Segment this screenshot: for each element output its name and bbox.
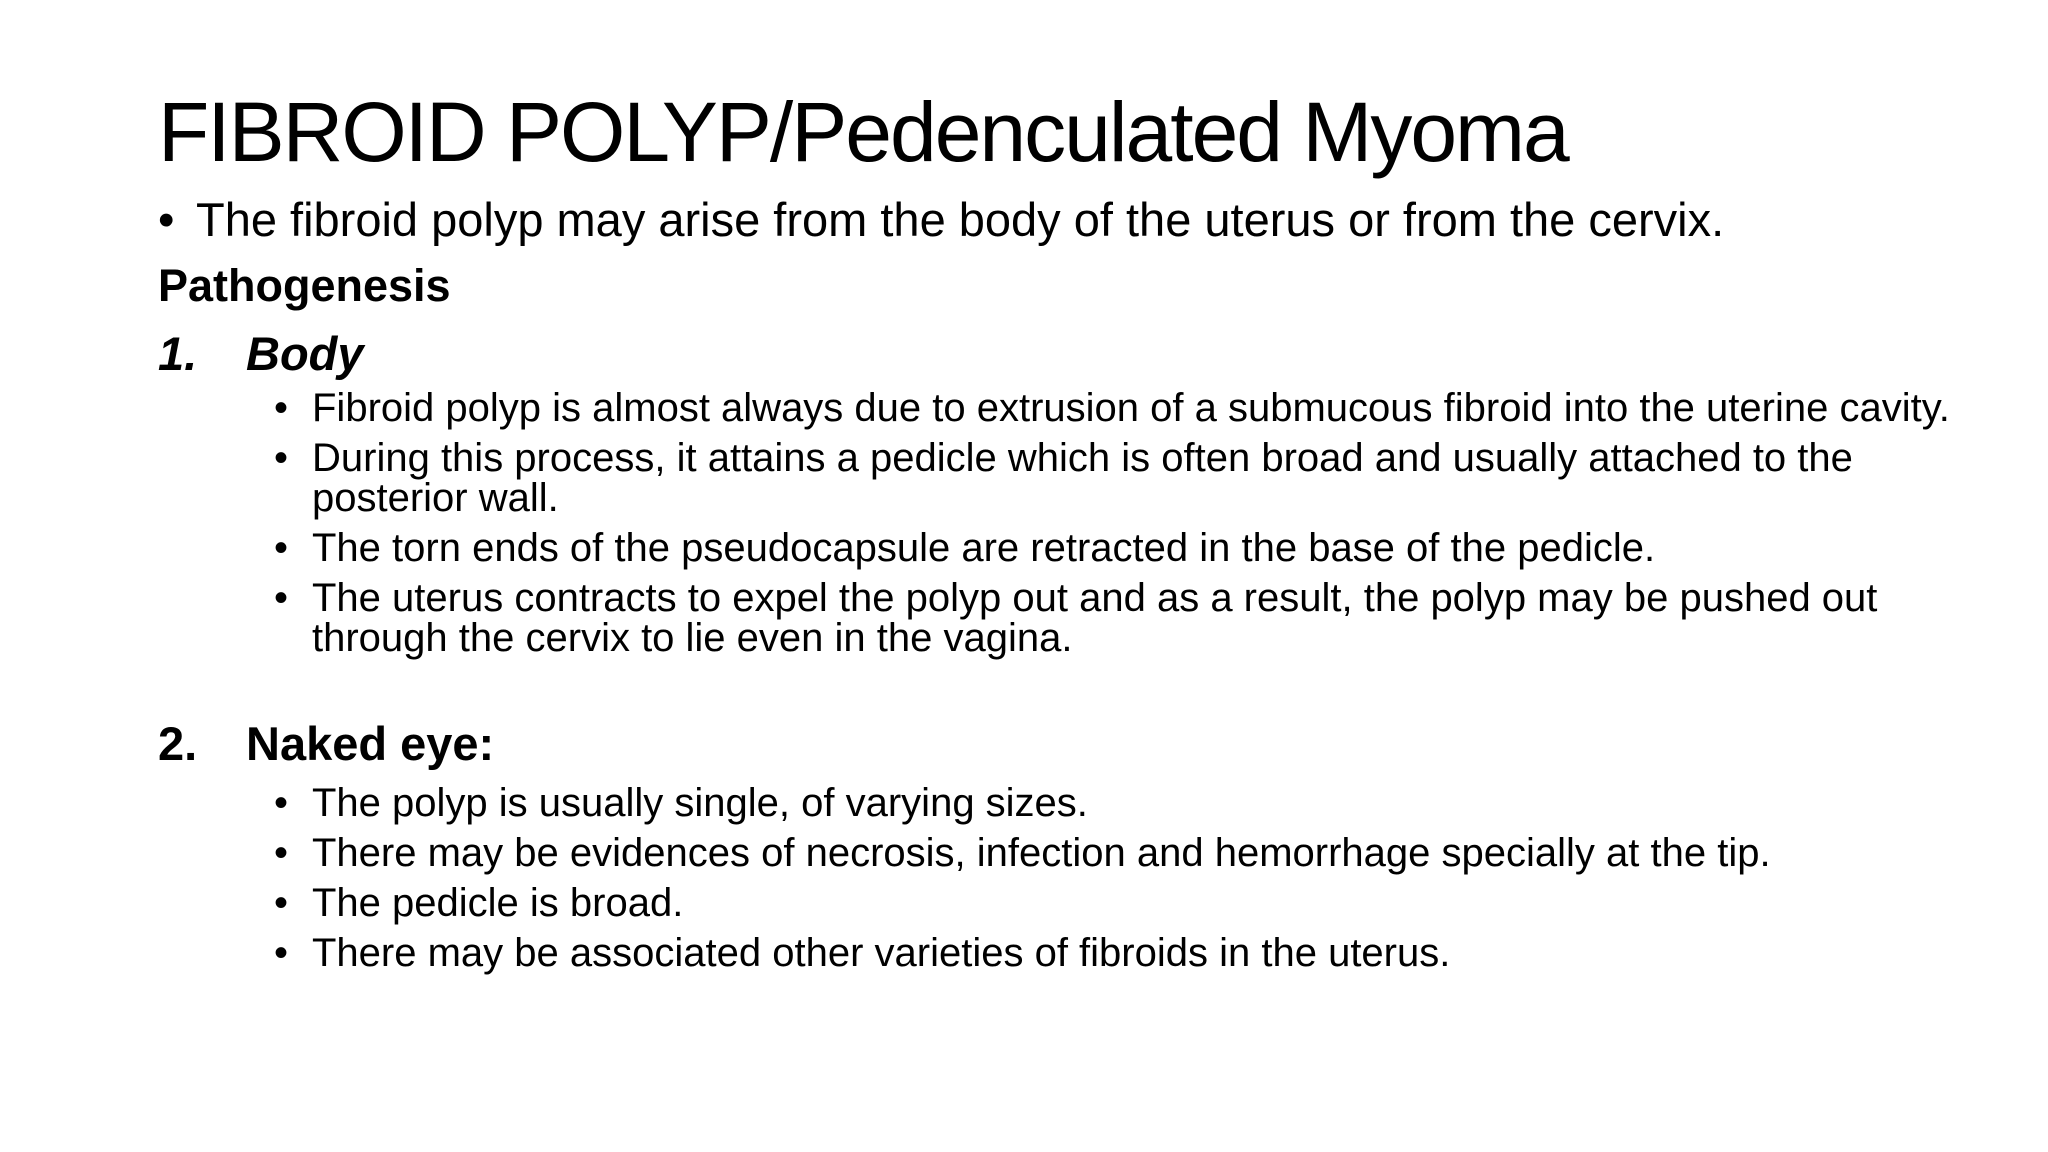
item-number: 1. bbox=[158, 327, 198, 380]
list-item bbox=[274, 778, 1978, 828]
bullet-icon: • bbox=[158, 193, 175, 246]
list-item-text: During this process, it attains a pedicle which is often broad and usually attached to the posterior wall. bbox=[312, 436, 1853, 520]
list-item-text: Fibroid polyp is almost always due to extrusion of a submucous fibroid into the uterine cavity. bbox=[312, 386, 1950, 430]
bullet-icon: • bbox=[274, 576, 289, 620]
list-item bbox=[274, 528, 1978, 568]
list-item-text: The torn ends of the pseudocapsule are retracted in the base of the pedicle. bbox=[312, 526, 1656, 570]
list-item bbox=[274, 578, 1978, 658]
section-heading: Pathogenesis bbox=[158, 260, 451, 311]
numbered-item-body bbox=[158, 320, 1978, 388]
bullet-icon: • bbox=[274, 526, 289, 570]
bullet-icon: • bbox=[274, 931, 289, 975]
list-item-text: There may be associated other varieties of fibroids in the uterus. bbox=[312, 931, 1451, 975]
list-item-text: There may be evidences of necrosis, infection and hemorrhage specially at the tip. bbox=[312, 831, 1771, 875]
list-item bbox=[274, 878, 1978, 928]
bullet-icon: • bbox=[274, 781, 289, 825]
list-item bbox=[274, 928, 1978, 978]
numbered-item-naked-eye bbox=[158, 710, 1978, 778]
intro-bullet-text: The fibroid polyp may arise from the body of the uterus or from the cervix. bbox=[196, 193, 1725, 246]
item-heading: Naked eye: bbox=[246, 717, 495, 770]
naked-eye-bullet-list bbox=[158, 778, 1978, 978]
item-number: 2. bbox=[158, 717, 198, 770]
list-item bbox=[274, 828, 1978, 878]
bullet-icon: • bbox=[274, 881, 289, 925]
bullet-icon: • bbox=[274, 436, 289, 480]
list-item bbox=[274, 388, 1978, 428]
bullet-icon: • bbox=[274, 831, 289, 875]
slide-content bbox=[158, 188, 1978, 978]
list-item-text: The polyp is usually single, of varying sizes. bbox=[312, 781, 1088, 825]
body-bullet-list bbox=[158, 388, 1978, 658]
intro-bullet bbox=[158, 188, 1978, 252]
slide-title: FIBROID POLYP/Pedenculated Myoma bbox=[158, 85, 1568, 179]
list-item-text: The pedicle is broad. bbox=[312, 881, 684, 925]
bullet-icon: • bbox=[274, 386, 289, 430]
item-heading: Body bbox=[246, 327, 364, 380]
list-item bbox=[274, 438, 1978, 518]
list-item-text: The uterus contracts to expel the polyp out and as a result, the polyp may be pushed out through the cervix to lie even in the vagina. bbox=[312, 576, 1878, 660]
